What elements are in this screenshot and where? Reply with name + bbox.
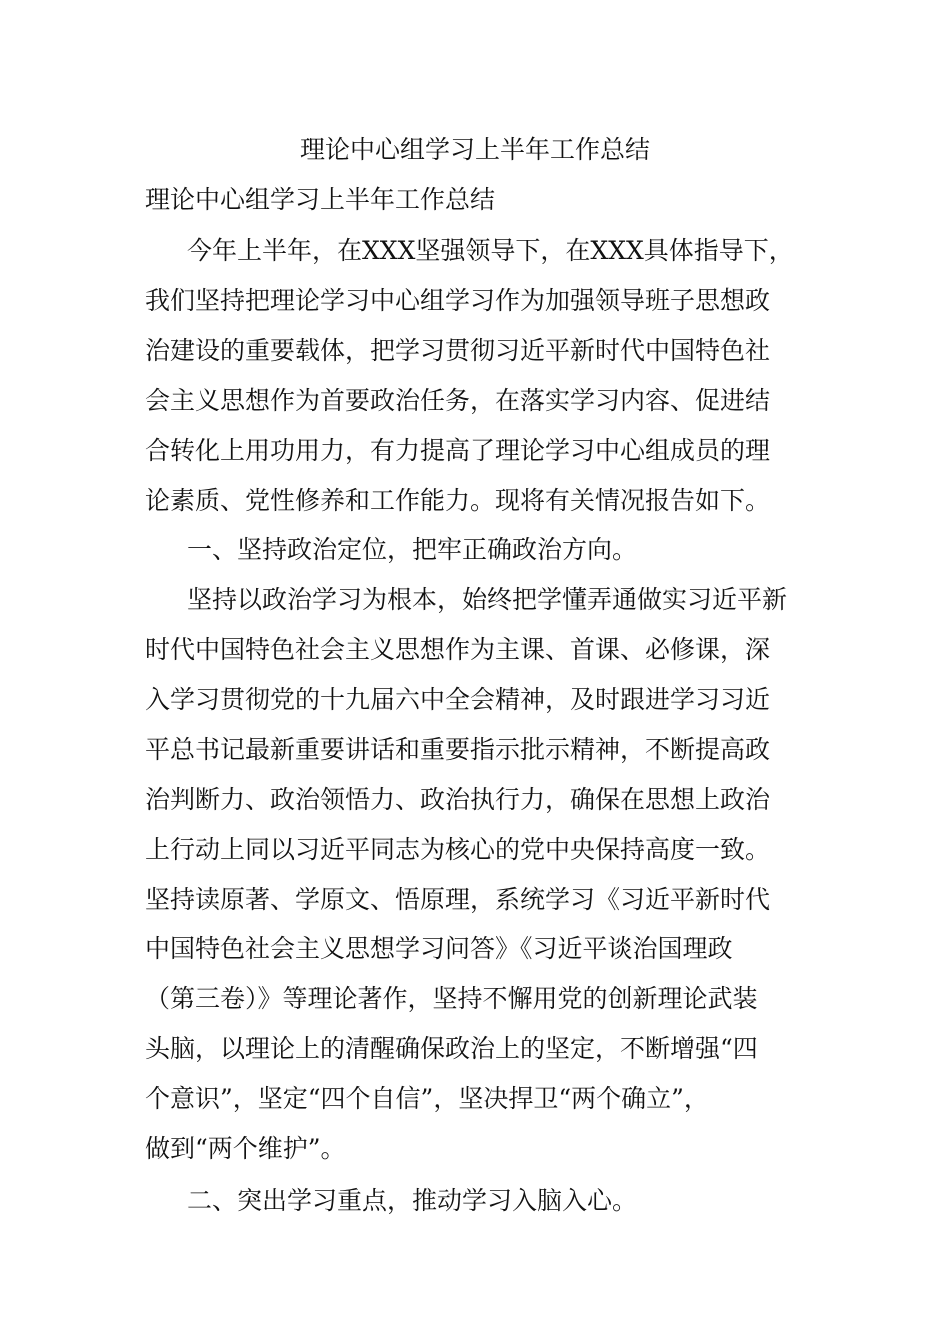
paragraph-line: 平总书记最新重要讲话和重要指示批示精神，不断提高政 [145, 735, 771, 764]
paragraph-line: 会主义思想作为首要政治任务，在落实学习内容、促进结 [145, 386, 771, 415]
paragraph-line: 做到“两个维护”。 [145, 1134, 346, 1163]
paragraph-line: 头脑，以理论上的清醒确保政治上的坚定，不断增强“四 [145, 1034, 758, 1063]
paragraph-line: 合转化上用功用力，有力提高了理论学习中心组成员的理 [145, 436, 771, 465]
paragraph-line: （第三卷）》等理论著作，坚持不懈用党的创新理论武装 [145, 984, 758, 1013]
section-heading: 一、坚持政治定位，把牢正确政治方向。 [187, 535, 638, 564]
paragraph-line: 治判断力、政治领悟力、政治执行力，确保在思想上政治 [145, 785, 771, 814]
paragraph-line: 个意识”，坚定“四个自信”，坚决捍卫“两个确立”， [145, 1084, 709, 1113]
paragraph-line: 论素质、党性修养和工作能力。现将有关情况报告如下。 [145, 486, 771, 515]
paragraph-line: 坚持以政治学习为根本，始终把学懂弄通做实习近平新 [187, 585, 788, 614]
paragraph-line: 治建设的重要载体，把学习贯彻习近平新时代中国特色社 [145, 336, 771, 365]
paragraph-line: 时代中国特色社会主义思想作为主课、首课、必修课，深 [145, 635, 771, 664]
paragraph-line: 坚持读原著、学原文、悟原理，系统学习《习近平新时代 [145, 885, 771, 914]
paragraph-line: 中国特色社会主义思想学习问答》《习近平谈治国理政 [145, 934, 733, 963]
page-title: 理论中心组学习上半年工作总结 [299, 135, 650, 164]
paragraph-line: 今年上半年，在XXX坚强领导下，在XXX具体指导下， [187, 236, 794, 265]
paragraph-line: 我们坚持把理论学习中心组学习作为加强领导班子思想政 [145, 286, 771, 315]
paragraph-line: 上行动上同以习近平同志为核心的党中央保持高度一致。 [145, 835, 771, 864]
section-heading: 二、突出学习重点，推动学习入脑入心。 [187, 1186, 638, 1215]
paragraph-line: 入学习贯彻党的十九届六中全会精神，及时跟进学习习近 [145, 685, 771, 714]
document-subtitle: 理论中心组学习上半年工作总结 [145, 185, 496, 214]
